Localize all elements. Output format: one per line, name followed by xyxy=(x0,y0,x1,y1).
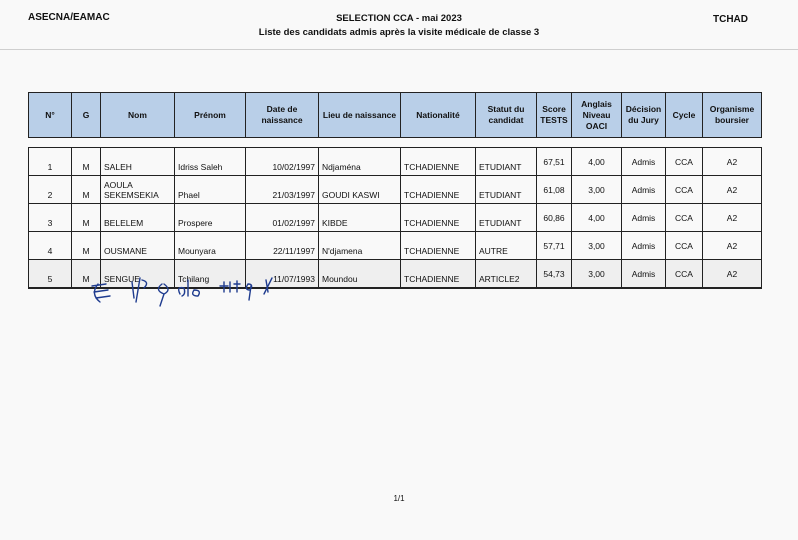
cell-birthplace: GOUDI KASWI xyxy=(319,176,401,204)
cell-cycle: CCA xyxy=(666,176,703,204)
cell-english: 4,00 xyxy=(572,148,622,176)
cell-firstname: Idriss Saleh xyxy=(175,148,246,176)
cell-decision: Admis xyxy=(622,204,666,232)
column-header: Statut du candidat xyxy=(476,93,537,138)
cell-lastname: AOULA SEKEMSEKIA xyxy=(101,176,175,204)
cell-score: 57,71 xyxy=(537,232,572,260)
cell-status: AUTRE xyxy=(476,232,537,260)
cell-birthdate: 21/03/1997 xyxy=(246,176,319,204)
cell-cycle: CCA xyxy=(666,204,703,232)
table-row xyxy=(29,204,762,232)
cell-lastname: BELELEM xyxy=(101,204,175,232)
column-header: Prénom xyxy=(175,93,246,138)
handwritten-signature xyxy=(88,272,308,312)
cell-firstname: Prospere xyxy=(175,204,246,232)
cell-nationality: TCHADIENNE xyxy=(401,176,476,204)
cell-number: 4 xyxy=(29,232,72,260)
cell-cycle: CCA xyxy=(666,260,703,289)
cell-score: 60,86 xyxy=(537,204,572,232)
cell-gender: M xyxy=(72,232,101,260)
cell-birthplace: N'djamena xyxy=(319,232,401,260)
cell-birthdate: 10/02/1997 xyxy=(246,148,319,176)
cell-gender: M xyxy=(72,260,101,289)
cell-gender: M xyxy=(72,204,101,232)
column-header: Anglais Niveau OACI xyxy=(572,93,622,138)
cell-birthdate: 22/11/1997 xyxy=(246,232,319,260)
cell-birthplace: KIBDE xyxy=(319,204,401,232)
cell-lastname: OUSMANE xyxy=(101,232,175,260)
cell-birthdate: 01/02/1997 xyxy=(246,204,319,232)
cell-sponsor: A2 xyxy=(703,260,762,289)
table-header-row xyxy=(29,93,762,138)
cell-nationality: TCHADIENNE xyxy=(401,232,476,260)
cell-firstname: Phael xyxy=(175,176,246,204)
table-row xyxy=(29,176,762,204)
cell-english: 3,00 xyxy=(572,260,622,289)
cell-decision: Admis xyxy=(622,232,666,260)
cell-english: 4,00 xyxy=(572,204,622,232)
cell-decision: Admis xyxy=(622,176,666,204)
document-title: SELECTION CCA - mai 2023 xyxy=(336,13,462,24)
cell-status: ETUDIANT xyxy=(476,148,537,176)
cell-sponsor: A2 xyxy=(703,204,762,232)
table-row xyxy=(29,232,762,260)
cell-score: 67,51 xyxy=(537,148,572,176)
document-heading xyxy=(0,12,798,40)
country-name: TCHAD xyxy=(713,14,748,25)
cell-gender: M xyxy=(72,148,101,176)
cell-decision: Admis xyxy=(622,260,666,289)
column-header: Score TESTS xyxy=(537,93,572,138)
column-header: Nom xyxy=(101,93,175,138)
cell-birthdate: 11/07/1993 xyxy=(246,260,319,289)
column-header: Organisme boursier xyxy=(703,93,762,138)
cell-lastname: SALEH xyxy=(101,148,175,176)
cell-gender: M xyxy=(72,176,101,204)
organization-name: ASECNA/EAMAC xyxy=(28,12,110,23)
table-spacer xyxy=(29,138,762,148)
column-header: G xyxy=(72,93,101,138)
cell-lastname: SENGUE xyxy=(101,260,175,289)
cell-english: 3,00 xyxy=(572,176,622,204)
cell-status: ETUDIANT xyxy=(476,176,537,204)
cell-nationality: TCHADIENNE xyxy=(401,260,476,289)
column-header: Lieu de naissance xyxy=(319,93,401,138)
cell-sponsor: A2 xyxy=(703,232,762,260)
cell-status: ETUDIANT xyxy=(476,204,537,232)
cell-number: 2 xyxy=(29,176,72,204)
candidates-table xyxy=(28,92,762,289)
table-row xyxy=(29,148,762,176)
column-header: Nationalité xyxy=(401,93,476,138)
column-header: N° xyxy=(29,93,72,138)
cell-cycle: CCA xyxy=(666,232,703,260)
cell-cycle: CCA xyxy=(666,148,703,176)
cell-birthplace: Ndjaména xyxy=(319,148,401,176)
cell-nationality: TCHADIENNE xyxy=(401,204,476,232)
cell-number: 1 xyxy=(29,148,72,176)
header-divider xyxy=(0,49,798,50)
cell-sponsor: A2 xyxy=(703,176,762,204)
column-header: Date de naissance xyxy=(246,93,319,138)
cell-english: 3,00 xyxy=(572,232,622,260)
cell-sponsor: A2 xyxy=(703,148,762,176)
cell-birthplace: Moundou xyxy=(319,260,401,289)
column-header: Décision du Jury xyxy=(622,93,666,138)
cell-nationality: TCHADIENNE xyxy=(401,148,476,176)
cell-firstname: Mounyara xyxy=(175,232,246,260)
cell-status: ARTICLE2 xyxy=(476,260,537,289)
cell-number: 5 xyxy=(29,260,72,289)
cell-score: 61,08 xyxy=(537,176,572,204)
cell-firstname: Tchilang xyxy=(175,260,246,289)
document-subtitle: Liste des candidats admis après la visite médicale de classe 3 xyxy=(258,27,540,38)
cell-number: 3 xyxy=(29,204,72,232)
cell-score: 54,73 xyxy=(537,260,572,289)
page-number: 1/1 xyxy=(393,494,405,503)
cell-decision: Admis xyxy=(622,148,666,176)
column-header: Cycle xyxy=(666,93,703,138)
